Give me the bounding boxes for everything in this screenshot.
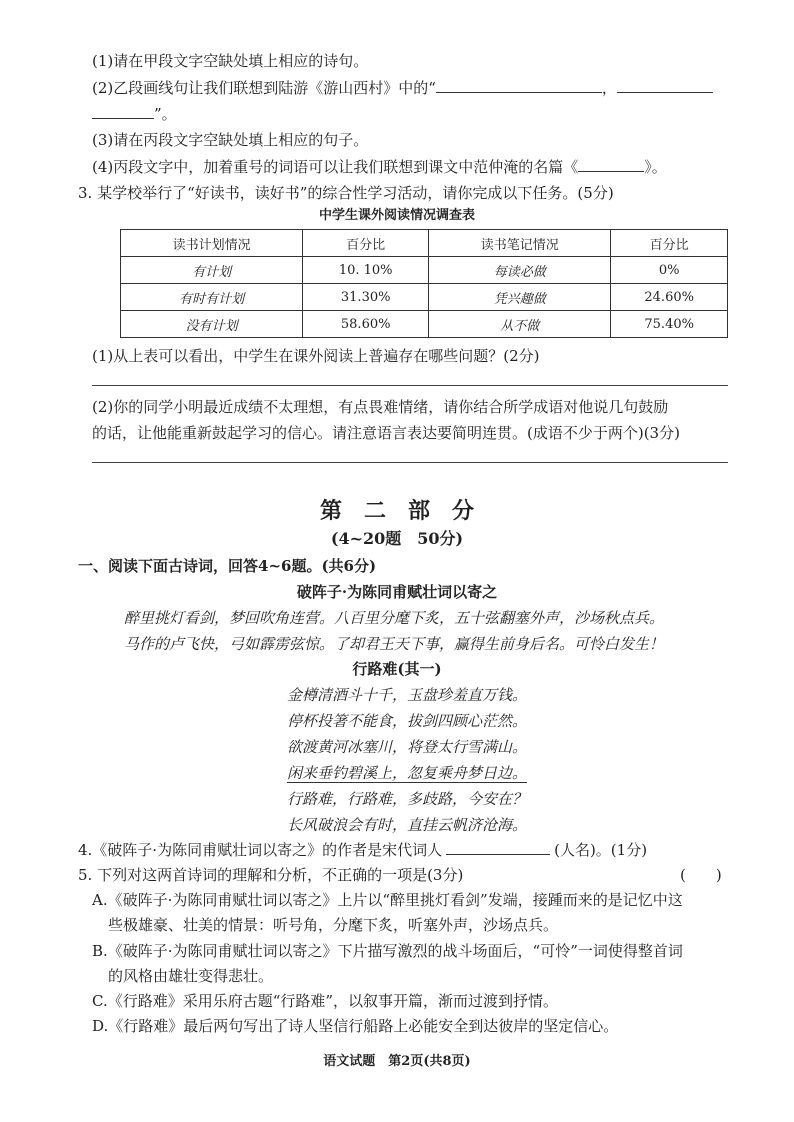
poem2-line-underlined xyxy=(287,763,527,783)
table-header: 读书笔记情况 xyxy=(429,230,611,257)
answer-blank[interactable] xyxy=(92,104,154,119)
table-cell: 从不做 xyxy=(429,311,611,338)
q5-stem: 5. 下列对这两首诗词的理解和分析，不正确的一项是(3分) xyxy=(78,866,464,884)
q2-item1: (1)请在甲段文字空缺处填上相应的诗句。 xyxy=(92,52,369,70)
poem2-title: 行路难(其一) xyxy=(352,660,442,678)
table-cell: 75.40% xyxy=(611,311,728,338)
table-row xyxy=(121,284,728,311)
answer-line[interactable] xyxy=(92,385,728,386)
survey-table xyxy=(120,229,728,338)
table-header: 百分比 xyxy=(611,230,728,257)
table-header: 读书计划情况 xyxy=(121,230,303,257)
table-cell: 24.60% xyxy=(611,284,728,311)
part-title: 第 二 部 分 xyxy=(319,498,474,524)
table-row xyxy=(121,257,728,284)
page-footer: 语文试题 第2页(共8页) xyxy=(323,1054,471,1069)
table-cell: 有计划 xyxy=(121,257,303,284)
table-cell: 每读必做 xyxy=(429,257,611,284)
option-b-cont: 的风格由雄壮变得悲壮。 xyxy=(108,967,274,985)
q2-item4-prefix: (4)丙段文字中，加着重号的词语可以让我们联想到课文中范仲淹的名篇《 xyxy=(92,158,579,176)
table-row xyxy=(121,311,728,338)
table-cell: 58.60% xyxy=(303,311,429,338)
poem2-line: 长风破浪会有时，直挂云帆济沧海。 xyxy=(287,816,528,834)
poem2-line: 停杯投箸不能食，拔剑四顾心茫然。 xyxy=(287,712,528,730)
q3-sub2-line2: 的话，让他能重新鼓起学习的信心。请注意语言表达要简明连贯。(成语不少于两个)(3分) xyxy=(92,424,680,442)
q4-prefix: 4.《破阵子·为陈同甫赋壮词以寄之》的作者是宋代词人 xyxy=(78,841,443,859)
answer-paren[interactable]: ( ) xyxy=(680,866,722,884)
table-cell: 31.30% xyxy=(303,284,429,311)
q3-sub1: (1)从上表可以看出，中学生在课外阅读上普遍存在哪些问题？(2分) xyxy=(92,347,540,365)
part-subtitle: (4~20题 50分) xyxy=(330,529,464,548)
table-cell: 没有计划 xyxy=(121,311,303,338)
q2-item2-cont xyxy=(92,104,177,124)
underlined-text: 闲来垂钓碧溪上，忽复乘舟梦日边。 xyxy=(287,764,528,782)
q2-item2 xyxy=(92,78,713,98)
table-header: 百分比 xyxy=(303,230,429,257)
table-cell: 10. 10% xyxy=(303,257,429,284)
q4-suffix: (人名)。(1分) xyxy=(554,841,648,859)
q3-stem: 3. 某学校举行了“好读书，读好书”的综合性学习活动，请你完成以下任务。(5分) xyxy=(78,184,614,202)
poem1-title: 破阵子·为陈同甫赋壮词以寄之 xyxy=(296,583,498,601)
option-d: D.《行路难》最后两句写出了诗人坚信行船路上必能安全到达彼岸的坚定信心。 xyxy=(92,1017,619,1035)
q2-item4-end: 》。 xyxy=(644,158,667,176)
q3-sub2-line1: (2)你的同学小明最近成绩不太理想，有点畏难情绪，请你结合所学成语对他说几句鼓励 xyxy=(92,398,669,416)
poem2-line: 欲渡黄河冰塞川，将登太行雪满山。 xyxy=(287,738,528,756)
answer-line[interactable] xyxy=(92,462,728,463)
option-b: B.《破阵子·为陈同甫赋壮词以寄之》下片描写激烈的战斗场面后，“可怜”一词使得整首词 xyxy=(92,942,683,960)
table-cell: 0% xyxy=(611,257,728,284)
section-heading: 一、阅读下面古诗词，回答4~6题。(共6分) xyxy=(78,557,377,575)
poem2-line: 行路难，行路难，多歧路，今安在？ xyxy=(287,790,528,808)
q2-item2-comma: ， xyxy=(601,79,617,97)
q2-item2-end: ”。 xyxy=(154,105,177,123)
q2-item2-prefix: (2)乙段画线句让我们联想到陆游《游山西村》中的“ xyxy=(92,79,436,97)
table-title: 中学生课外阅读情况调查表 xyxy=(318,208,475,223)
option-a-cont: 些极雄豪、壮美的情景：听号角，分麾下炙，听塞外声，沙场点兵。 xyxy=(108,916,559,934)
q4 xyxy=(78,840,647,860)
option-c: C.《行路难》采用乐府古题“行路难”，以叙事开篇，渐而过渡到抒情。 xyxy=(92,992,559,1010)
q2-item4 xyxy=(92,157,667,177)
table-header-row xyxy=(121,230,728,257)
option-a: A.《破阵子·为陈同甫赋壮词以寄之》上片以“醉里挑灯看剑”发端，接踵而来的是记忆中这 xyxy=(92,891,683,909)
answer-blank[interactable] xyxy=(578,157,644,172)
answer-blank[interactable] xyxy=(617,78,713,93)
poem1-line: 马作的卢飞快，弓如霹雳弦惊。了却君王天下事，赢得生前身后名。可怜白发生！ xyxy=(124,635,665,653)
poem1-line: 醉里挑灯看剑，梦回吹角连营。八百里分麾下炙，五十弦翻塞外声，沙场秋点兵。 xyxy=(124,609,665,627)
table-cell: 有时有计划 xyxy=(121,284,303,311)
answer-blank[interactable] xyxy=(446,840,550,855)
answer-blank[interactable] xyxy=(436,78,602,93)
q2-item3: (3)请在丙段文字空缺处填上相应的句子。 xyxy=(92,131,369,149)
poem2-line: 金樽清酒斗十千，玉盘珍羞直万钱。 xyxy=(287,686,528,704)
table-cell: 凭兴趣做 xyxy=(429,284,611,311)
